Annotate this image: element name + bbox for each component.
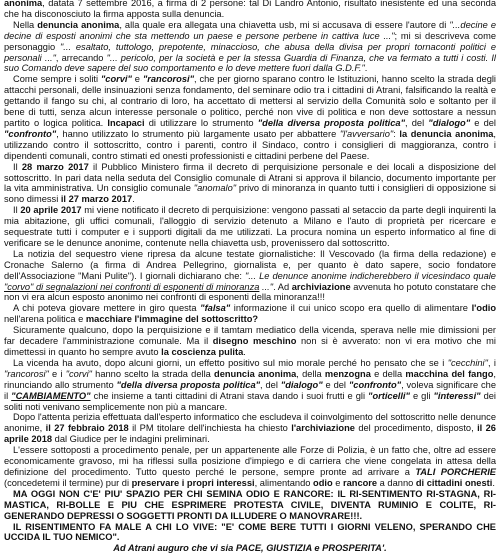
paragraph-1 [4,0,496,20]
paragraph-8: Sicuramente qualcuno, dopo la perquisizione e il tamtam mediatico della vicenda, sperava nelle mie dimissioni per far decadere l'amministrazione comunale. Ma il disegno meschino non si è avverato: non vi era motivo che mi dimettessi in quanto ho sempre avuto la coscienza pulita. [4,325,496,357]
para1-lead: anonima [4,0,43,8]
paragraph-11: L'essere sottoposti a procedimento penale, per un appartenente alle Forze di Polizia, è un fatto che, oltre ad essere economicamente gravoso, mi ha riflessi sulla posizione d'impiego e di carriera che viene congelata in attesa della definizione del procedimento. Tutto questo perché le persone, sempre pronte ad arrivare a TALI PORCHERIE (concedetemi il termine) pur di preservare i propri interessi, alimentando odio e rancore a danno di cittadini onesti. [4,445,496,488]
paragraph-4: Il 28 marzo 2017 il Pubblico Ministero firma il decreto di perquisizione personale e dei locali a disposizione del sottoscritto. In pari data nella seduta del Consiglio comunale di Atrani si approva il bilancio, documento importante per la vita amministrativa. Un consiglio comunale "anomalo" privo di minoranza in quanto tutti i consiglieri di opposizione si sono dimessi il 27 marzo 2017. [4,161,496,205]
paragraph-2: Nella denuncia anonima, alla quale era allegata una chiavetta usb, mi si accusava di essere l'autore di "...decine e decine di esposti anonimi che sta mettendo un paese e persone perbene in cattiva luce ..."; mi si descriveva come personaggio "... esaltato, tuttologo, prepotente, minaccioso, che abusa della divisa per propri tornaconti politici e personali ...", arrecando "... pericolo, per la società e per la stessa Guardia di Finanza, che va fermato a tutti i costi. Il suo Comando deve sapere del suo comportamento e lo deve mettere fuori dalla G.D.F.". [4,19,496,74]
paragraph-10: Dopo l'attenta perizia effettuata dall'esperto informatico che escludeva il coinvolgimento del sottoscritto nelle denunce anonime, il 27 febbraio 2018 il PM titolare dell'inchiesta ha chiesto l'archiviazione del procedimento, disposto, il 26 aprile 2018 dal Giudice per le indagini preliminari. [4,412,496,445]
paragraph-7: A chi poteva giovare mettere in giro questa "falsa" informazione il cui unico scopo era quello di alimentare l'odio nell'arena politica e macchiare l'immagine del sottoscritto? [4,303,497,325]
closing-wish: Ad Atrani auguro che vi sia PACE, GIUSTIZIA e PROSPERITA'. [113,543,387,554]
paragraph-6: La notizia del sequestro viene ripresa da alcune testate giornalistiche: Il Vescovado (la firma della redazione) e Cronache Salerno (a firma di Andrea Pellegrino, giornalista e, per quanto è dato sapere, socio fondatore dell'Associazione "Mani Pulite"). I giornali dichiarano che: "... Le denunce anonime indicherebbero il vicesindaco quale "corvo" di segnalazioni nei confronti di esponenti di minoranza ...". Ad archiviazione avvenuta ho potuto constatare che non vi era alcun esposto anonimo nei confronti di esponenti della minoranza!!! [4,248,497,303]
caps-statement: MA OGGI NON C'E' PIU' SPAZIO PER CHI SEMINA ODIO E RANCORE: IL RI-SENTIMENTO RI-STAGNA, RI-MASTICA, RI-BOLLE E PIU CHE ESPRIMERE PROTESTA CIVILE, DIVENTA RUMINIO E COLITE, RI-GENERANDO DEPRESSI O SOGGETTI PRONTI DA ILLUDERE O MANOVRARE!!!. [4,488,496,521]
paragraph-5: Il 20 aprile 2017 mi viene notificato il decreto di perquisizione: vengono passati al setaccio da parte degli inquirenti la mia abitazione, gli uffici comunali, l'alloggio di servizio detenuto a Milano e l'auto di proprietà per ricercare e sequestrate tutti i computer e i supporti digitali da me utilizzati. La procura nomina un esperto informatico al fine di verificare se le denunce anonime, contenute nella chiavetta usb, provenissero dal sottoscritto. [4,205,497,248]
resentment-quote: IL RISENTIMENTO FA MALE A CHI LO VIVE: "E' COME BERE TUTTI I GIORNI VELENO, SPERANDO CHE UCCIDA IL TUO NEMICO". [4,521,496,543]
paragraph-9: La vicenda ha avuto, dopo alcuni giorni, un effetto positivo sul mio morale perché ho pensato che se i "cecchini", i "rancorosi" e i "corvi" hanno scelto la strada della denuncia anonima, della menzogna e della macchina del fango, rinunciando allo strumento "della diversa proposta politica", del "dialogo" e del "confronto", voleva significare che il "CAMBIAMENTO" che insieme a tanti cittadini di Atrani stava dando i suoi frutti e gli "orticelli" e gli "interessi" dei soliti noti venivano semplicemente non più a mancare. [4,357,496,412]
paragraph-3: Come sempre i soliti "corvi" e "rancorosi", che per giorno sparano contro le Istituzioni, hanno scelto la strada degli attacchi personali, delle insinuazioni senza fondamento, del seminare odio tra i cittadini di Atrani, falsificando la realtà e gettando il fango su chi, al contrario di loro, ha accettato di mettersi al servizio della Comunità solo e soltanto per il bene di tutti, senza alcun interesse personale o politico, perché non vive di politica e non deve sottostare a nessun partito o logica politica. Incapaci di utilizzare lo strumento "della diversa proposta politica", del "dialogo" e del "confronto", hanno utilizzato lo strumento più largamente usato per abbattere "l'avversario": la denuncia anonima, utilizzando contro il sottoscritto, contro i parenti, contro il Sindaco, contro i consiglieri di maggioranza, contro i dipendenti comunali, contro stimati ed onesti professionisti e cittadini perbene del Paese. [4,74,496,161]
para1-text: , datata 7 settembre 2016, a firma di 2 persone: tal Di Landro Antonio, risultato inesistente ed una seconda che ha disconosciuto la firma apposta sulla denuncia. [4,0,496,19]
